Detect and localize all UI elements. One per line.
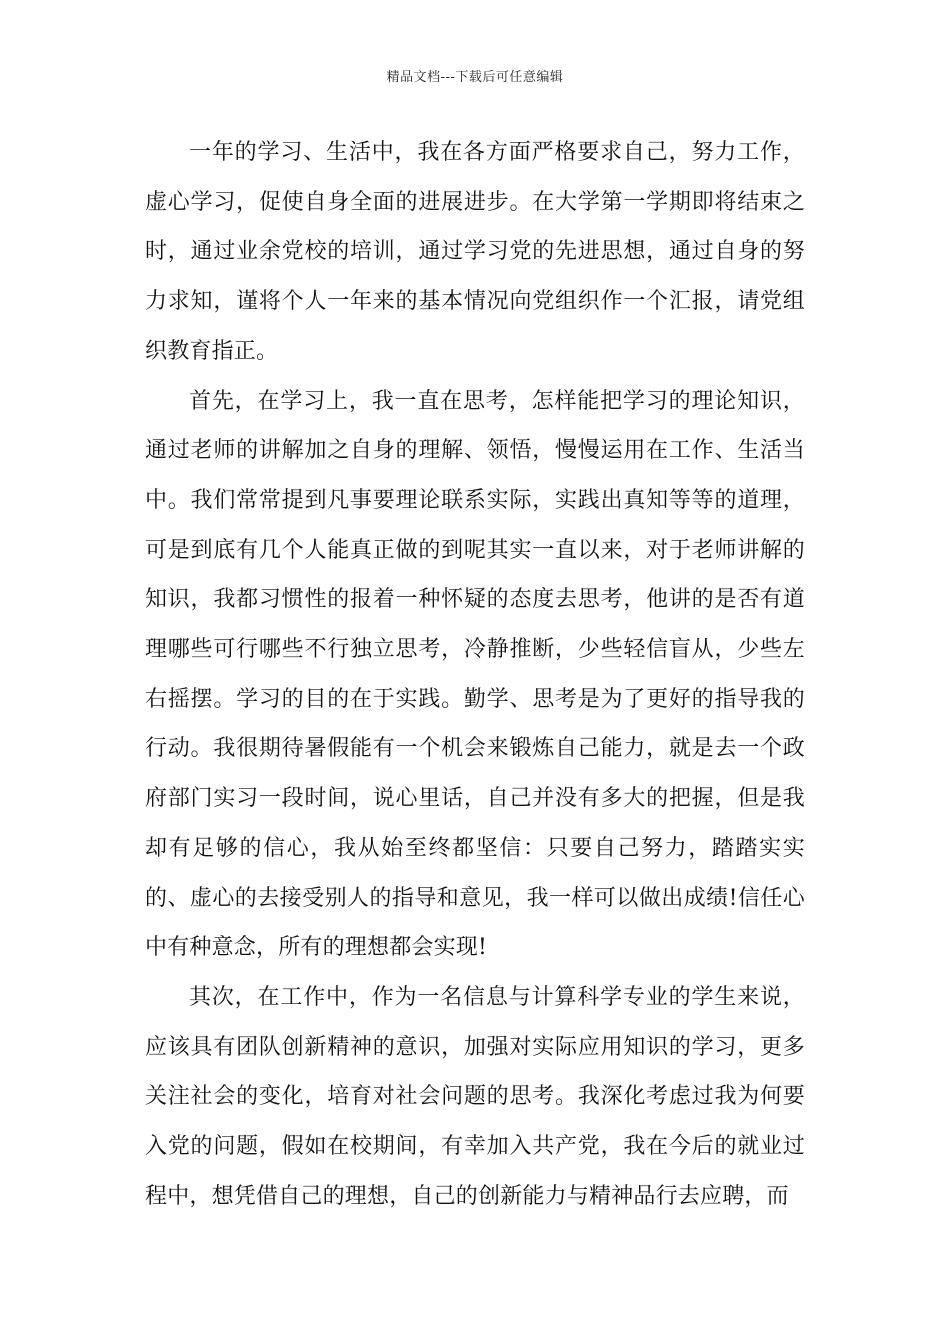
page-header: 精品文档---下载后可任意编辑 xyxy=(386,70,564,85)
paragraph-3: 其次，在工作中，作为一名信息与计算科学专业的学生来说，应该具有团队创新精神的意识，加强对实际应用知识的学习，更多关注社会的变化，培育对社会问题的思考。我深化考虑过我为何要入党的问题，假如在校期间，有幸加入共产党，我在今后的就业过程中，想凭借自己的理想，自己的创新能力与精神品行去应聘，而 xyxy=(145,984,805,1209)
document-body xyxy=(145,128,805,1221)
paragraph-1: 一年的学习、生活中，我在各方面严格要求自己，努力工作，虚心学习，促使自身全面的进展进步。在大学第一学期即将结束之时，通过业余党校的培训，通过学习党的先进思想，通过自身的努力求知，谨将个人一年来的基本情况向党组织作一个汇报，请党组织教育指正。 xyxy=(145,140,805,364)
paragraph-2: 首先，在学习上，我一直在思考，怎样能把学习的理论知识，通过老师的讲解加之自身的理解、领悟，慢慢运用在工作、生活当中。我们常常提到凡事要理论联系实际，实践出真知等等的道理，可是到底有几个人能真正做的到呢其实一直以来，对于老师讲解的知识，我都习惯性的报着一种怀疑的态度去思考，他讲的是否有道理哪些可行哪些不行独立思考，冷静推断，少些轻信盲从，少些左右摇摆。学习的目的在于实践。勤学、思考是为了更好的指导我的行动。我很期待暑假能有一个机会来锻炼自己能力，就是去一个政府部门实习一段时间，说心里话，自己并没有多大的把握，但是我却有足够的信心，我从始至终都坚信：只要自己努力，踏踏实实的、虚心的去接受别人的指导和意见，我一样可以做出成绩!信任心中有种意念，所有的理想都会实现! xyxy=(145,388,805,961)
